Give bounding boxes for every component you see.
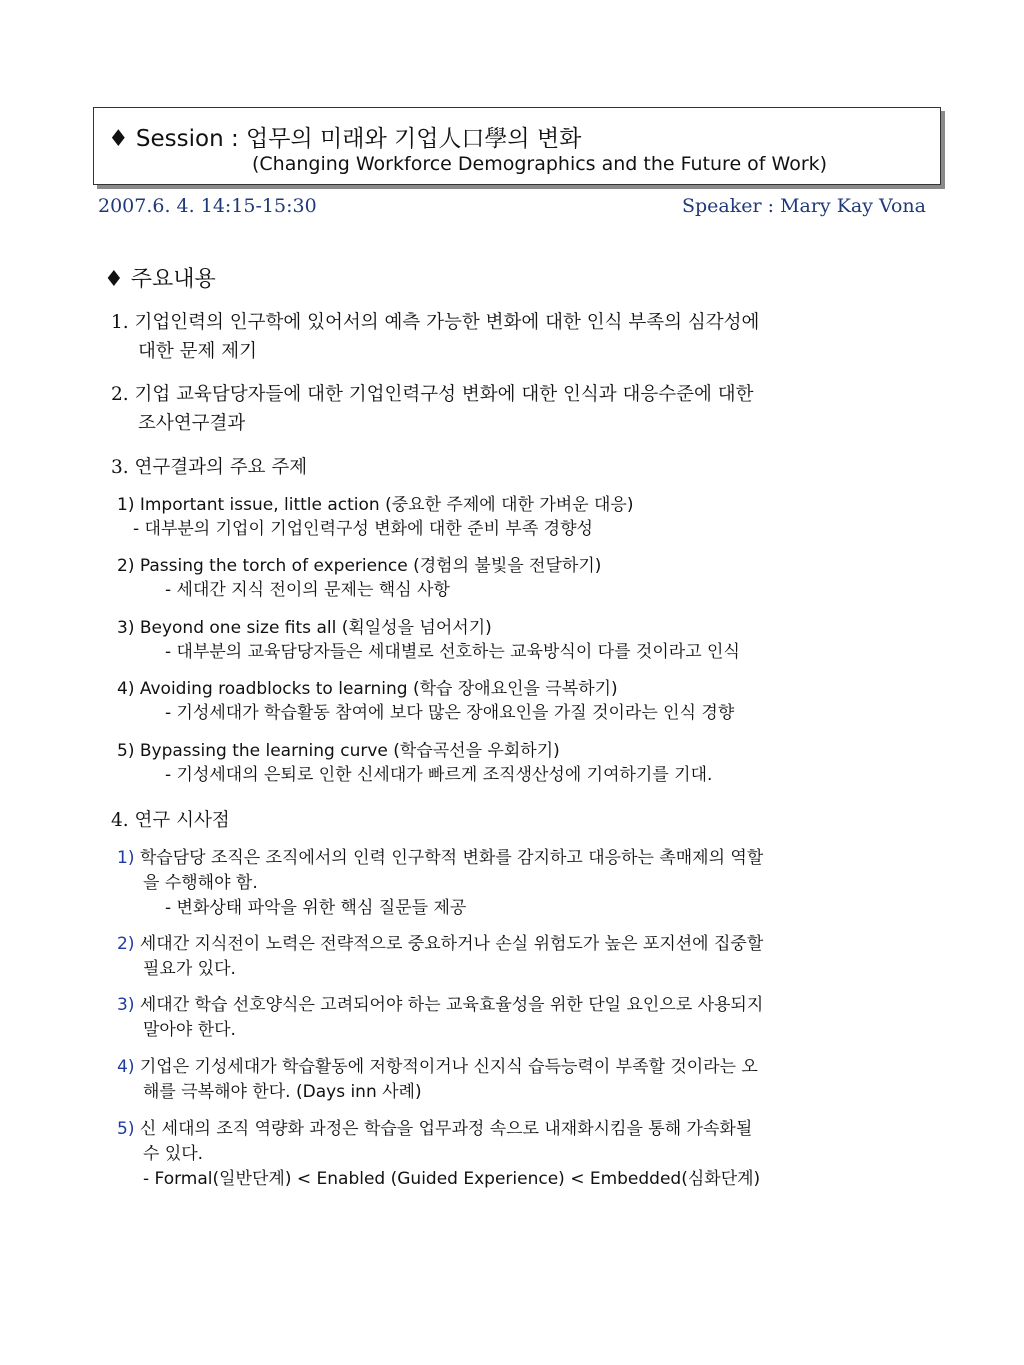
implication-continuation: 수 있다. bbox=[143, 1144, 204, 1164]
implication-item bbox=[117, 1117, 760, 1192]
implication-text: 신 세대의 조직 역량화 과정은 학습을 업무과정 속으로 내재화시킴을 통해 가속화될 bbox=[134, 1119, 753, 1139]
implication-item bbox=[117, 932, 763, 982]
implication-continuation: 을 수행해야 함. bbox=[143, 873, 258, 893]
section-heading: ♦ 주요내용 bbox=[104, 267, 216, 292]
implication-number: 2) bbox=[117, 934, 135, 954]
implication-item bbox=[117, 993, 763, 1043]
session-date: 2007.6. 4. 14:15-15:30 bbox=[98, 195, 317, 217]
theme-title: 5) Bypassing the learning curve (학습곡선을 우회하기) bbox=[117, 741, 560, 761]
theme-detail: - 세대간 지식 전이의 문제는 핵심 사항 bbox=[165, 580, 450, 600]
implication-number: 3) bbox=[117, 995, 135, 1015]
session-subtitle: (Changing Workforce Demographics and the Future of Work) bbox=[252, 153, 828, 175]
section-2 bbox=[111, 380, 753, 438]
session-title-box bbox=[93, 107, 941, 185]
section-4 bbox=[111, 806, 230, 835]
theme-title: 2) Passing the torch of experience (경험의 불빛을 전달하기) bbox=[117, 556, 602, 576]
theme-item bbox=[117, 739, 712, 787]
section-1-line1: 1. 기업인력의 인구학에 있어서의 예측 가능한 변화에 대한 인식 부족의 심각성에 bbox=[111, 312, 760, 333]
section-4-line1: 4. 연구 시사점 bbox=[111, 810, 230, 831]
implication-text: 학습담당 조직은 조직에서의 인력 인구학적 변화를 감지하고 대응하는 촉매제의 역할 bbox=[134, 848, 764, 868]
session-speaker: Speaker : Mary Kay Vona bbox=[682, 195, 926, 217]
implication-text: 세대간 학습 선호양식은 고려되어야 하는 교육효율성을 위한 단일 요인으로 사용되지 bbox=[134, 995, 764, 1015]
implication-continuation: 해를 극복해야 한다. (Days inn 사례) bbox=[143, 1082, 422, 1102]
theme-item bbox=[117, 493, 633, 541]
implication-item bbox=[117, 1055, 758, 1105]
theme-detail: - 기성세대가 학습활동 참여에 보다 많은 장애요인을 가질 것이라는 인식 경향 bbox=[165, 703, 735, 723]
implication-detail: - 변화상태 파악을 위한 핵심 질문들 제공 bbox=[165, 898, 467, 918]
section-3 bbox=[111, 453, 307, 482]
section-1-line2: 대한 문제 제기 bbox=[138, 341, 257, 362]
session-title: ♦ Session : 업무의 미래와 기업人口學의 변화 bbox=[108, 126, 582, 152]
implication-text: 기업은 기성세대가 학습활동에 저항적이거나 신지식 습득능력이 부족할 것이라는 오 bbox=[134, 1057, 758, 1077]
implication-number: 1) bbox=[117, 848, 135, 868]
implication-stages: - Formal(일반단계) < Enabled (Guided Experience) < Embedded(심화단계) bbox=[143, 1169, 761, 1189]
theme-item bbox=[117, 677, 734, 725]
theme-title: 1) Important issue, little action (중요한 주제에 대한 가벼운 대응) bbox=[117, 495, 634, 515]
theme-item bbox=[117, 616, 740, 664]
section-2-line1: 2. 기업 교육담당자들에 대한 기업인력구성 변화에 대한 인식과 대응수준에 대한 bbox=[111, 384, 754, 405]
theme-item bbox=[117, 554, 601, 602]
implication-number: 4) bbox=[117, 1057, 135, 1077]
section-1 bbox=[111, 308, 759, 366]
theme-detail: - 대부분의 기업이 기업인력구성 변화에 대한 준비 부족 경향성 bbox=[133, 519, 593, 539]
implication-number: 5) bbox=[117, 1119, 135, 1139]
implication-continuation: 필요가 있다. bbox=[143, 959, 236, 979]
theme-title: 4) Avoiding roadblocks to learning (학습 장애요인을 극복하기) bbox=[117, 679, 618, 699]
implication-text: 세대간 지식전이 노력은 전략적으로 중요하거나 손실 위험도가 높은 포지션에 집중할 bbox=[134, 934, 764, 954]
section-2-line2: 조사연구결과 bbox=[138, 413, 246, 434]
theme-detail: - 대부분의 교육담당자들은 세대별로 선호하는 교육방식이 다를 것이라고 인식 bbox=[165, 642, 740, 662]
theme-title: 3) Beyond one size fits all (획일성을 넘어서기) bbox=[117, 618, 492, 638]
implication-item bbox=[117, 846, 763, 921]
section-3-line1: 3. 연구결과의 주요 주제 bbox=[111, 457, 308, 478]
implication-continuation: 말아야 한다. bbox=[143, 1020, 236, 1040]
theme-detail: - 기성세대의 은퇴로 인한 신세대가 빠르게 조직생산성에 기여하기를 기대. bbox=[165, 765, 713, 785]
